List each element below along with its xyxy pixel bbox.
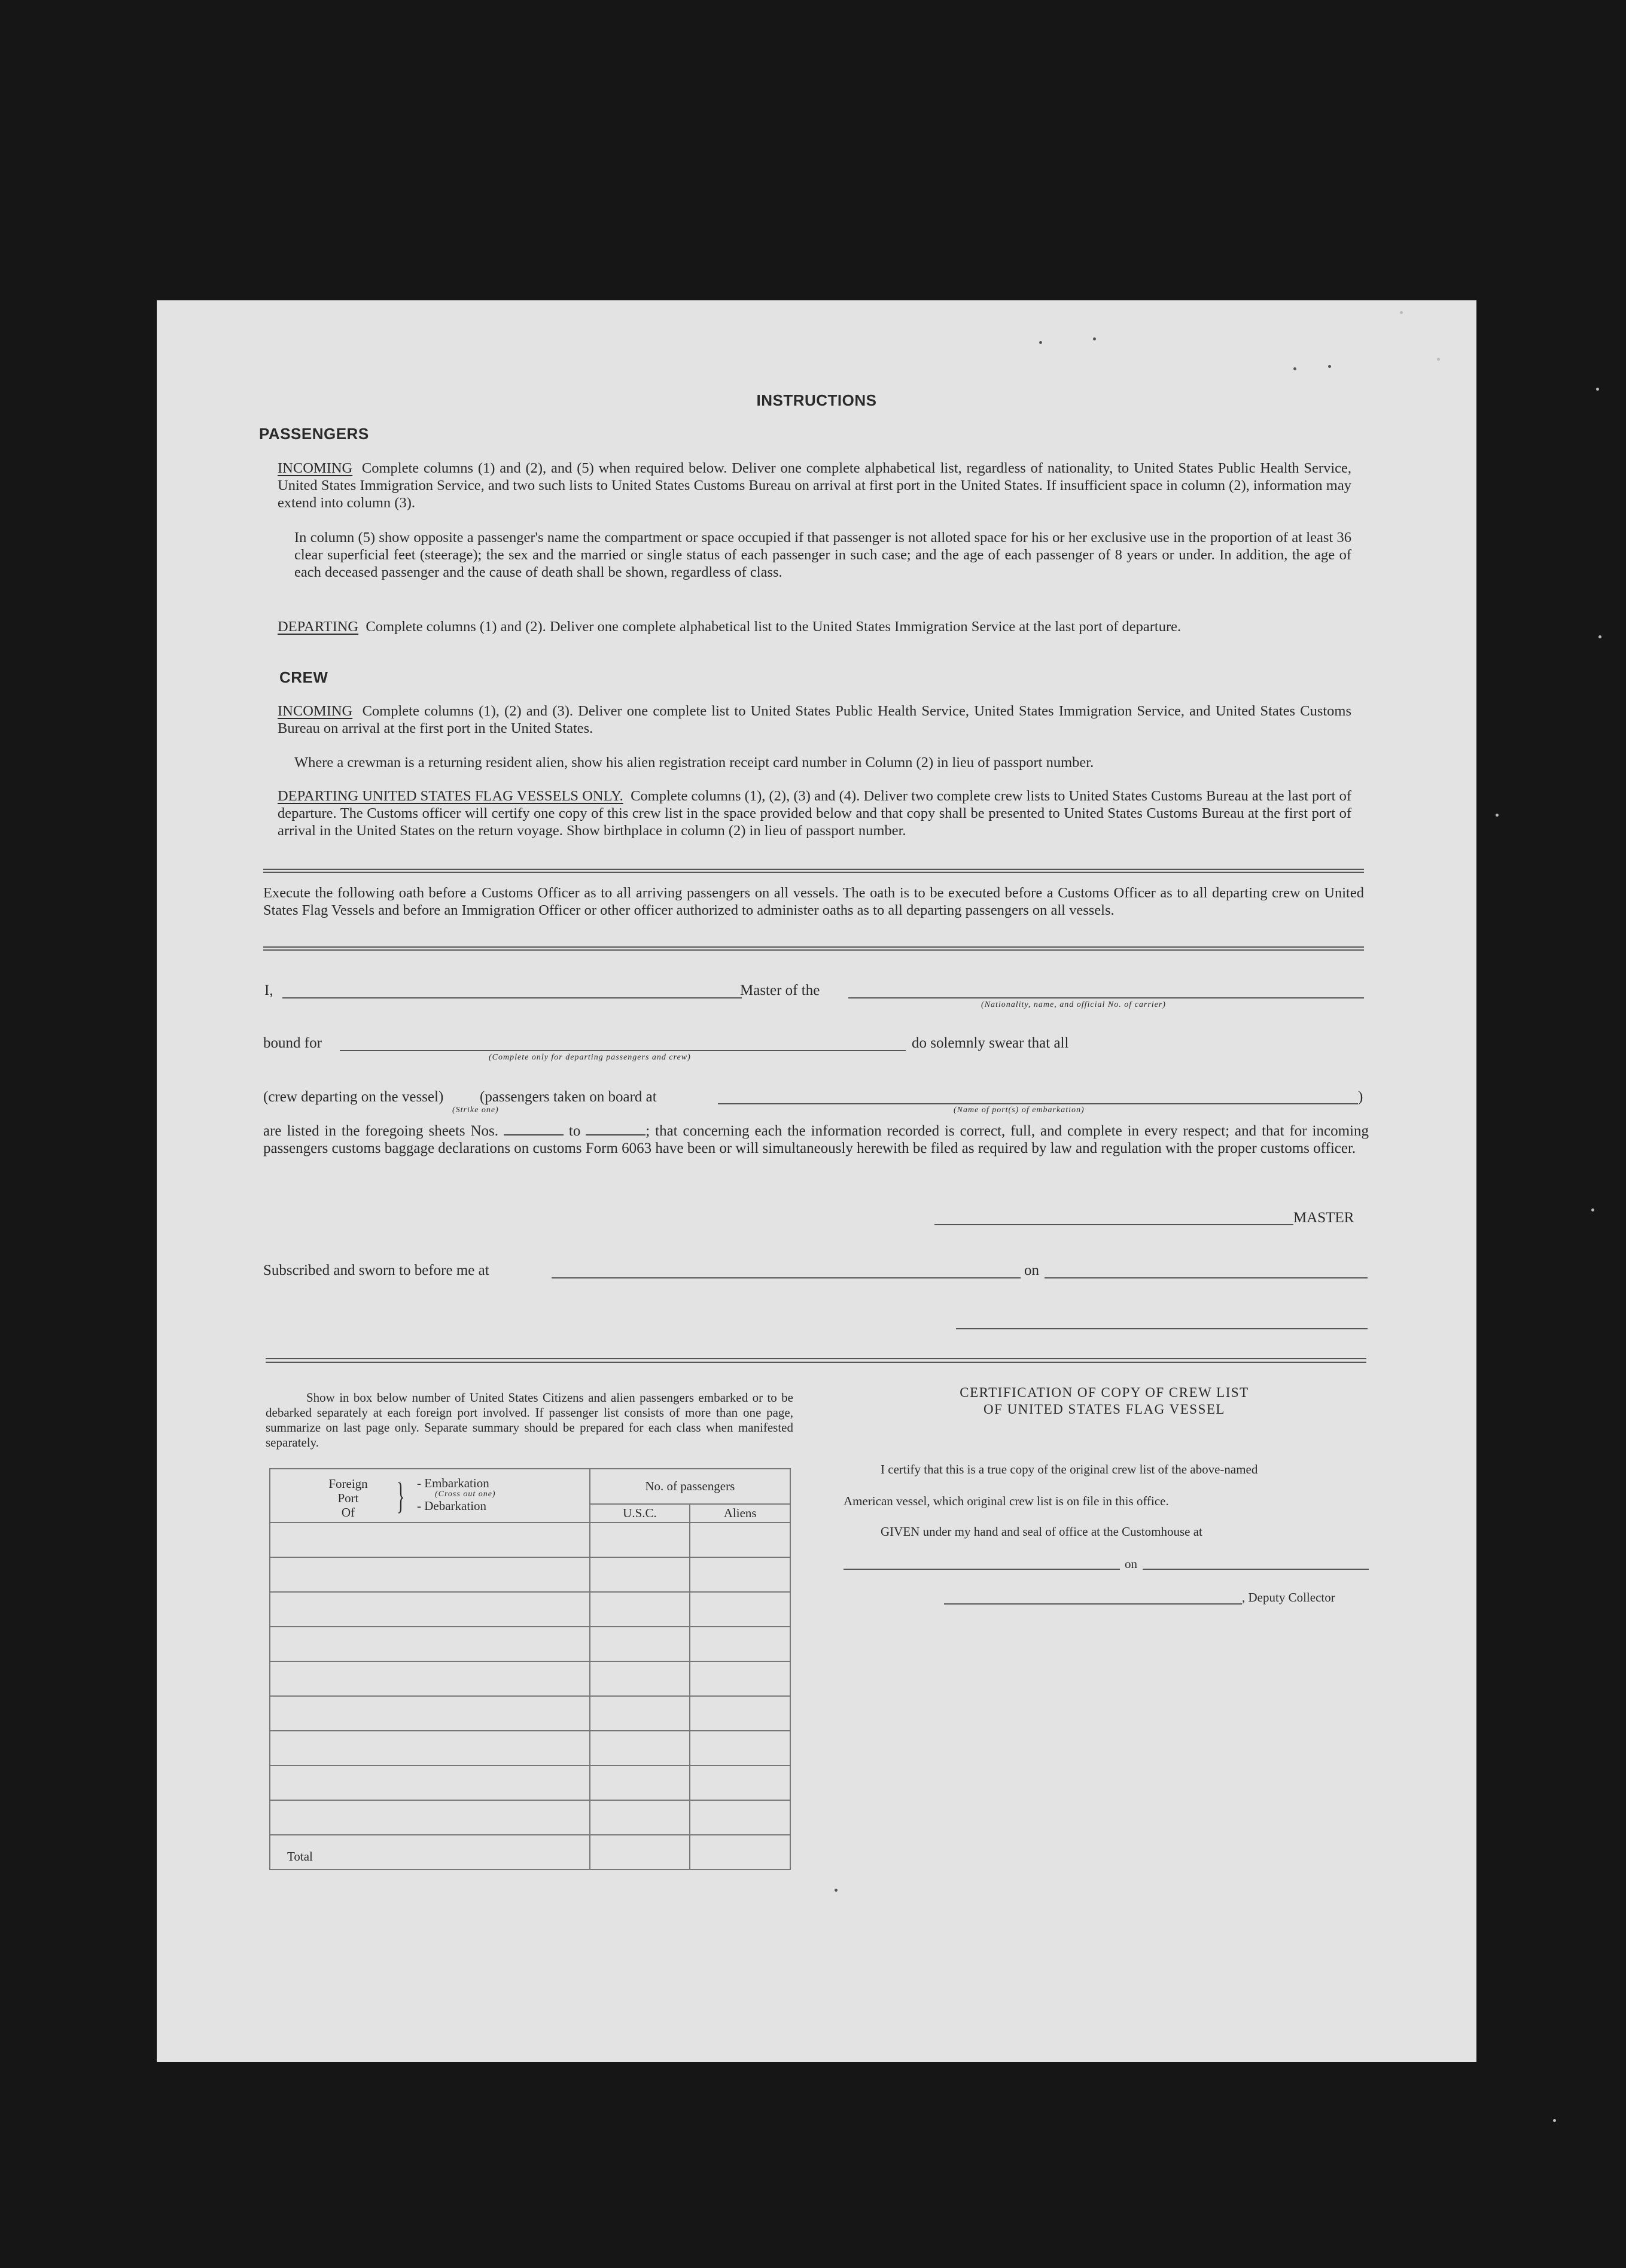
scan-speck	[835, 1889, 838, 1892]
sheet-to-field[interactable]	[586, 1121, 645, 1135]
divider-rule	[266, 1362, 1366, 1363]
crew-departing-label: DEPARTING UNITED STATES FLAG VESSELS ONLY.	[278, 788, 623, 804]
port-cell[interactable]	[270, 1523, 590, 1557]
foreign-label: Foreign	[328, 1477, 368, 1491]
ports-caption: (Name of port(s) of embarkation)	[954, 1106, 1085, 1115]
instructions-title: INSTRUCTIONS	[756, 391, 877, 409]
customhouse-field[interactable]	[844, 1569, 1120, 1570]
crew-departing-text: Complete columns (1), (2), (3) and (4). Deliver two complete crew lists to United States Customs Bureau at the last port of departure. The Customs officer will certify one copy of this crew list in the space provided below and that copy shall be presented to United States Customs Bureau at the first port of arrival in the United States on the return voyage. Show birthplace in column (2) in lieu of passport number.	[278, 788, 1351, 839]
scan-speck	[1093, 337, 1096, 340]
certification-date-field[interactable]	[1143, 1569, 1369, 1570]
bound-for-field[interactable]	[340, 1050, 906, 1051]
port-cell[interactable]	[270, 1592, 590, 1627]
sworn-date-field[interactable]	[1045, 1277, 1368, 1278]
master-of-the-label: Master of the	[740, 982, 820, 998]
divider-rule	[263, 869, 1364, 870]
usc-cell[interactable]	[590, 1592, 690, 1627]
crew-incoming-paragraph	[278, 702, 1351, 737]
certification-line-1: I certify that this is a true copy of the original crew list of the above-named	[881, 1462, 1258, 1477]
scan-speck	[1039, 341, 1042, 344]
certification-title	[835, 1384, 1374, 1418]
carrier-caption: (Nationality, name, and official No. of carrier)	[981, 1000, 1166, 1009]
port-header-cell	[270, 1469, 590, 1523]
sworn-on-label: on	[1024, 1262, 1039, 1278]
aliens-cell[interactable]	[690, 1800, 790, 1835]
listed-text-a: are listed in the foregoing sheets Nos.	[263, 1123, 499, 1139]
certification-line-3: GIVEN under my hand and seal of office at the Customhouse at	[881, 1524, 1202, 1539]
port-cell[interactable]	[270, 1661, 590, 1696]
crew-heading: CREW	[279, 668, 328, 686]
usc-cell[interactable]	[590, 1800, 690, 1835]
scan-speck	[1293, 367, 1296, 370]
strike-caption: (Strike one)	[452, 1106, 499, 1115]
port-cell[interactable]	[270, 1731, 590, 1765]
embarkation-option: - Embarkation	[417, 1476, 489, 1490]
usc-cell[interactable]	[590, 1696, 690, 1731]
usc-header: U.S.C.	[590, 1504, 690, 1523]
total-label: Total	[270, 1835, 590, 1870]
passengers-departing-paragraph	[278, 618, 1351, 635]
aliens-cell[interactable]	[690, 1661, 790, 1696]
divider-rule	[266, 1358, 1366, 1359]
passengers-departing-text: Complete columns (1) and (2). Deliver one complete alphabetical list to the United States Immigration Service at the last port of departure.	[366, 619, 1182, 635]
passengers-column5-paragraph: In column (5) show opposite a passenger's name the compartment or space occupied if that passenger is not alloted space for his or her exclusive use in the proportion of at least 36 clear superficial feet (steerage); the sex and the married or single status of each passenger in such case; and the age of each passenger of 8 years or under. In addition, the age of each deceased passenger and the cause of death shall be shown, regardless of class.	[294, 529, 1351, 580]
aliens-cell[interactable]	[690, 1731, 790, 1765]
port-cell[interactable]	[270, 1557, 590, 1592]
port-cell[interactable]	[270, 1765, 590, 1800]
bound-for-caption: (Complete only for departing passengers and crew)	[489, 1053, 691, 1062]
port-cell[interactable]	[270, 1800, 590, 1835]
aliens-cell[interactable]	[690, 1592, 790, 1627]
officer-signature-field[interactable]	[956, 1328, 1368, 1329]
certification-line-2: American vessel, which original crew list is on file in this office.	[844, 1494, 1169, 1508]
usc-cell[interactable]	[590, 1523, 690, 1557]
scan-speck	[1596, 388, 1599, 391]
deputy-signature-field[interactable]	[944, 1603, 1242, 1605]
divider-rule	[263, 946, 1364, 948]
usc-total-cell[interactable]	[590, 1835, 690, 1870]
port-cell[interactable]	[270, 1696, 590, 1731]
brace-icon: }	[397, 1476, 405, 1517]
listed-to: to	[568, 1123, 581, 1139]
aliens-cell[interactable]	[690, 1696, 790, 1731]
summary-note: Show in box below number of United States Citizens and alien passengers embarked or to be debarked separately at each foreign port involved. If passenger list consists of more than one page, summarize on last page only. Separate summary should be prepared for each class when manifested separately.	[266, 1390, 793, 1450]
scan-speck	[1598, 635, 1601, 638]
scan-speck	[1437, 358, 1440, 361]
master-signature-field[interactable]	[934, 1224, 1293, 1225]
usc-cell[interactable]	[590, 1627, 690, 1661]
subscribed-label: Subscribed and sworn to before me at	[263, 1262, 489, 1278]
certification-on-label: on	[1125, 1557, 1137, 1571]
passengers-incoming-paragraph	[278, 459, 1351, 512]
scan-speck	[1400, 311, 1403, 314]
scan-speck	[1591, 1208, 1594, 1211]
close-paren: )	[1358, 1089, 1363, 1105]
crew-resident-paragraph: Where a crewman is a returning resident alien, show his alien registration receipt card number in Column (2) in lieu of passport number.	[294, 754, 1094, 771]
passengers-incoming-text: Complete columns (1) and (2), and (5) when required below. Deliver one complete alphabetical list, regardless of nationality, to United States Public Health Service, United States Immigration Service, and two such lists to United States Customs Bureau on arrival at first port in the United States. If insufficient space in column (2), information may extend into column (3).	[278, 460, 1352, 511]
divider-rule	[263, 949, 1364, 951]
aliens-total-cell[interactable]	[690, 1835, 790, 1870]
crew-departing-paragraph	[278, 787, 1351, 839]
form-sheet	[157, 300, 1476, 2062]
crew-departing-option: (crew departing on the vessel)	[263, 1089, 444, 1105]
aliens-cell[interactable]	[690, 1523, 790, 1557]
bound-for-label: bound for	[263, 1035, 322, 1051]
usc-cell[interactable]	[590, 1731, 690, 1765]
usc-cell[interactable]	[590, 1765, 690, 1800]
aliens-header: Aliens	[690, 1504, 790, 1523]
deputy-collector-label: , Deputy Collector	[1242, 1590, 1335, 1605]
debarkation-option: - Debarkation	[417, 1499, 487, 1513]
master-signature-label: MASTER	[1293, 1210, 1354, 1226]
of-label: Of	[341, 1505, 355, 1520]
ports-field[interactable]	[718, 1103, 1358, 1104]
usc-cell[interactable]	[590, 1661, 690, 1696]
aliens-cell[interactable]	[690, 1627, 790, 1661]
master-name-field[interactable]	[282, 997, 742, 998]
port-cell[interactable]	[270, 1627, 590, 1661]
scan-speck	[1328, 365, 1331, 368]
usc-cell[interactable]	[590, 1557, 690, 1592]
aliens-cell[interactable]	[690, 1765, 790, 1800]
swear-label: do solemnly swear that all	[912, 1035, 1069, 1051]
carrier-field[interactable]	[848, 997, 1364, 998]
cross-out-caption: (Cross out one)	[435, 1490, 496, 1499]
listed-text-b: ; that concerning each the information recorded is correct, full, and complete in every respect; and that for incoming passengers customs baggage declarations on customs Form 6063 have been or will simultaneously herewith be filed as required by law and regulation with the proper customs officer.	[263, 1123, 1369, 1156]
oath-i-label: I,	[264, 982, 273, 998]
divider-rule	[263, 872, 1364, 873]
passengers-taken-option: (passengers taken on board at	[480, 1089, 657, 1105]
certification-title-line-2: OF UNITED STATES FLAG VESSEL	[983, 1402, 1225, 1417]
passengers-incoming-label: INCOMING	[278, 460, 353, 476]
no-of-passengers-header: No. of passengers	[590, 1469, 790, 1504]
passengers-heading: PASSENGERS	[259, 425, 369, 443]
sworn-place-field[interactable]	[552, 1277, 1021, 1278]
port-label: Port	[337, 1491, 359, 1505]
crew-incoming-text: Complete columns (1), (2) and (3). Deliver one complete list to United States Public Health Service, United States Immigration Service, and United States Customs Bureau on arrival at the first port in the United States.	[278, 703, 1352, 736]
listed-paragraph	[263, 1121, 1369, 1157]
sheet-from-field[interactable]	[504, 1121, 564, 1135]
certification-title-line-1: CERTIFICATION OF COPY OF CREW LIST	[960, 1385, 1249, 1400]
oath-intro: Execute the following oath before a Customs Officer as to all arriving passengers on all vessels. The oath is to be executed before a Customs Officer as to all departing crew on United States Flag Vessels and before an Immigration Officer or other officer authorized to administer oaths as to all departing passengers on all vessels.	[263, 885, 1364, 918]
crew-incoming-label: INCOMING	[278, 703, 353, 719]
scan-speck	[1496, 814, 1499, 817]
passenger-summary-table	[269, 1468, 791, 1870]
passengers-departing-label: DEPARTING	[278, 619, 359, 635]
scan-speck	[1553, 2119, 1556, 2122]
aliens-cell[interactable]	[690, 1557, 790, 1592]
